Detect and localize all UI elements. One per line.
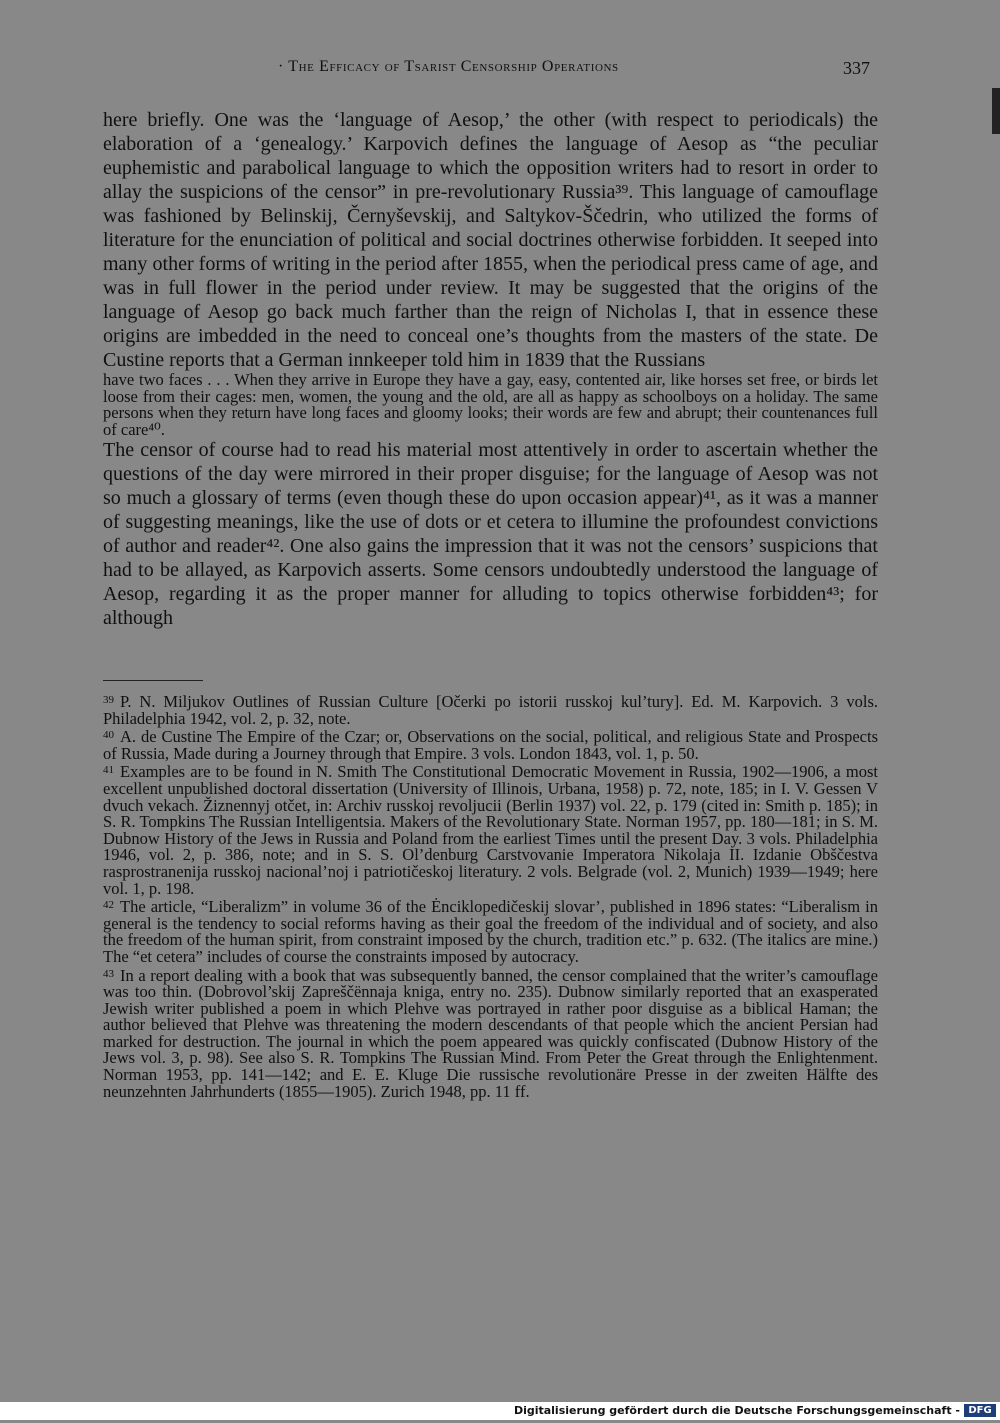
block-quote: have two faces . . . When they arrive in Europe they have a gay, easy, contented air, like horses set free, or birds let loose from their cages: men, women, the young and the old, are all as happy as schoolboys on a holiday. The same persons when they return have long faces and gloomy looks; their words are few and abrupt; their countenances full of care⁴⁰.: [103, 370, 878, 439]
digitization-footer: [0, 1402, 1000, 1420]
footnote-text: In a report dealing with a book that was subsequently banned, the censor complained that the writer’s camouflage was too thin. (Dobrovol’skij Zapreščënnaja kniga, entry no. 235). Dubnow similarly reported that an exasperated Jewish writer published a poem in which Plehve was portrayed in rather poor disguise as a biblical Haman; the author believed that Plehve was threatening the modern descendants of that people which the ancient Persian had marked for destruction. The journal in which the poem appeared was quickly confiscated (Dubnow History of the Jews vol. 3, p. 98). See also S. R. Tompkins The Russian Mind. From Peter the Great through the Enlightenment. Norman 1953, pp. 141—142; and E. E. Kluge Die russische revolutionäre Presse in der zweiten Hälfte des neunzehnten Jahrhunderts (1855—1905). Zurich 1948, pp. 11 ff.: [103, 965, 878, 1101]
footnotes: [103, 692, 878, 1100]
footnote-number: 42: [103, 899, 114, 912]
scan-edge-mark: [992, 88, 1000, 134]
running-title: · The Efficacy of Tsarist Censorship Operations: [278, 58, 619, 75]
paragraph-2: The censor of course had to read his material most attentively in order to ascertain whether the questions of the day were mirrored in their proper disguise; for the language of Aesop was not so much a glossary of terms (even though these do upon occasion appear)⁴¹, as it was a manner of suggesting meanings, like the use of dots or et cetera to illumine the profoundest convictions of author and reader⁴². One also gains the impression that it was not the censors’ suspicions that had to be allayed, as Karpovich asserts. Some censors undoubtedly understood the language of Aesop, regarding it as the proper manner for alluding to topics otherwise forbidden⁴³; for although: [103, 439, 878, 629]
footnote-42: [103, 897, 878, 965]
footnote-41: [103, 762, 878, 897]
footnote-number: 40: [103, 729, 114, 742]
footnote-text: Examples are to be found in N. Smith The Constitutional Democratic Movement in Russia, 1902—1906, a most excellent unpublished doctoral dissertation (University of Illinois, Urbana, 1958) p. 72, note, 185; in I. V. Gessen V dvuch vekach. Žiznennyj otčet, in: Archiv russkoj revoljucii (Berlin 1937) vol. 22, p. 179 (cited in: Smith p. 185); in S. R. Tompkins The Russian Intelligentsia. Makers of the Revolutionary State. Norman 1957, pp. 180—181; in S. M. Dubnow History of the Jews in Russia and Poland from the earliest Times until the present Day. 3 vols. Philadelphia 1946, vol. 2, p. 386, note; and in S. S. Ol’denburg Carstvovanie Imperatora Nikolaja II. Izdanie Obščestva rasprostranenija russkoj nacional’noj i patriotičeskoj literatury. 2 vols. Belgrade (vol. 2, Munich) 1939—1949; here vol. 1, p. 198.: [103, 762, 878, 898]
dfg-logo: DFG: [964, 1404, 996, 1417]
running-head: [0, 58, 1000, 84]
footnote-43: [103, 966, 878, 1101]
paragraph-1: here briefly. One was the ‘language of Aesop,’ the other (with respect to periodicals) the elaboration of a ‘genealogy.’ Karpovich defines the language of Aesop as “the peculiar euphemistic and parabolical language to which the opposition writers had to resort in order to allay the suspicions of the censor” in pre-revolutionary Russia³⁹. This language of camouflage was fashioned by Belinskij, Černyševskij, and Saltykov-Ščedrin, who utilized the forms of literature for the enunciation of political and social doctrines otherwise forbidden. It seeped into many other forms of writing in the period after 1855, when the periodical press came of age, and was in full flower in the period under review. It may be suggested that the origins of the language of Aesop go back much farther than the reign of Nicholas I, that in essence these origins are imbedded in the need to conceal one’s thoughts from the masters of the state. De Custine reports that a German innkeeper told him in 1839 that the Russians: [103, 109, 878, 371]
footnote-40: [103, 727, 878, 762]
footer-credit: Digitalisierung gefördert durch die Deutsche Forschungsgemeinschaft -: [513, 1404, 960, 1417]
main-text: [103, 108, 878, 630]
footnote-number: 43: [103, 967, 114, 980]
footnote-39: [103, 692, 878, 727]
footnote-text: A. de Custine The Empire of the Czar; or, Observations on the social, political, and religious State and Prospects of Russia, Made during a Journey through that Empire. 3 vols. London 1843, vol. 1, p. 50.: [103, 727, 878, 763]
footnote-number: 39: [103, 694, 114, 706]
footnote-text: The article, “Liberalizm” in volume 36 of the Ėnciklopedičeskij slovar’, published in 1896 states: “Liberalism in general is the tendency to social reforms having as their goal the freedom of the individual and of society, and also the freedom of the human spirit, from constraint imposed by the church, tradition etc.” p. 632. (The italics are mine.) The “et cetera” includes of course the constraints imposed by autocracy.: [103, 897, 878, 966]
footnote-text: P. N. Miljukov Outlines of Russian Culture [Očerki po istorii russkoj kul’tury]. Ed. M. Karpovich. 3 vols. Philadelphia 1942, vol. 2, p. 32, note.: [103, 692, 878, 728]
page-number: 337: [843, 58, 870, 78]
footnote-rule: [103, 680, 203, 681]
footnote-number: 41: [103, 764, 114, 777]
